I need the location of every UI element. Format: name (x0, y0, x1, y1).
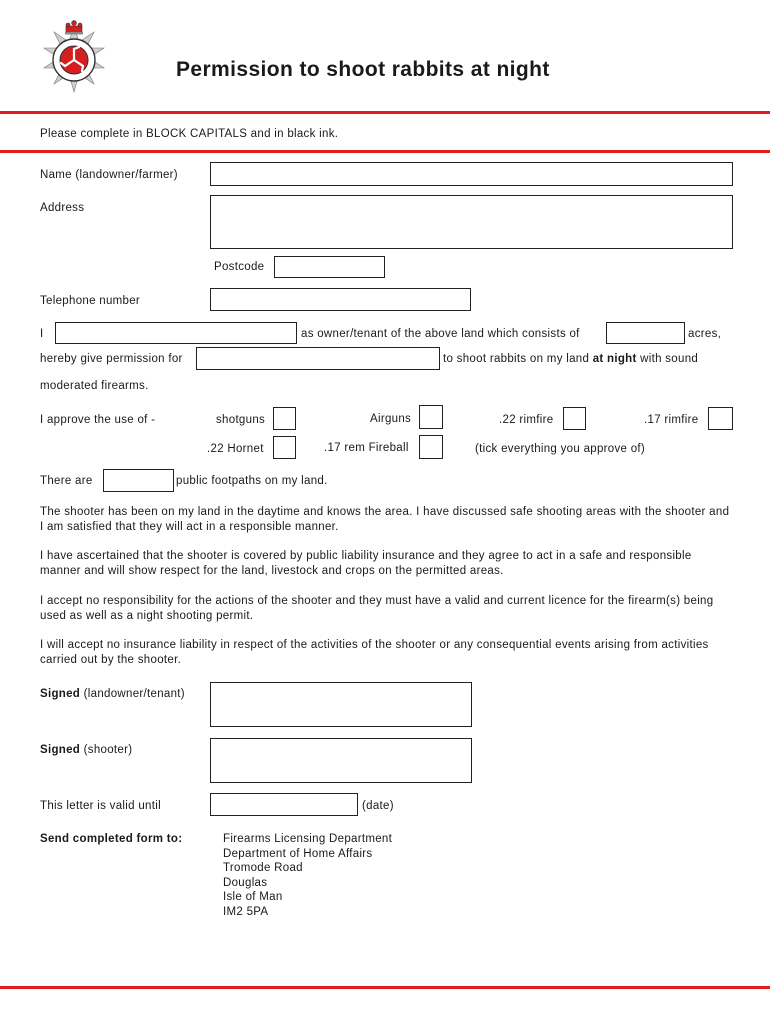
paragraph-responsibility: I accept no responsibility for the actions of the shooter and they must have a valid and current licence for the firearm(s) being used as well as a night shooting permit. (40, 595, 714, 622)
constabulary-crest-logo (34, 18, 114, 100)
landowner-signature-box[interactable] (210, 682, 472, 727)
shooter-name-input[interactable] (196, 347, 440, 370)
acres-label: acres, (688, 328, 722, 340)
paragraph-liability: I will accept no insurance liability in respect of the activities of the shooter or any consequential events arising from activities carried out by the shooter. (40, 639, 709, 666)
owner-name-input[interactable] (55, 322, 297, 344)
owner-text: as owner/tenant of the above land which consists of (301, 328, 580, 340)
there-are-label: There are (40, 475, 93, 487)
paragraph-knows-area: The shooter has been on my land in the daytime and knows the area. I have discussed safe shooting areas with the shooter and I am satisfied that they will act in a responsible manner. (40, 506, 730, 533)
signed-shooter-label (40, 743, 132, 757)
moderated-text: moderated firearms. (40, 380, 149, 392)
with-sound-text: with sound (640, 353, 699, 365)
rimfire-22-label: .22 rimfire (499, 414, 554, 426)
fireball-17-label: .17 rem Fireball (324, 442, 409, 454)
at-night-text: at night (592, 353, 637, 365)
shoot-text: to shoot rabbits on my land (443, 353, 590, 365)
rimfire-22-checkbox[interactable] (563, 407, 586, 430)
send-to-address (223, 832, 392, 920)
shooter-text: (shooter) (83, 744, 133, 756)
name-input[interactable] (210, 162, 733, 186)
hornet-22-label: .22 Hornet (207, 443, 264, 455)
divider-top (0, 111, 770, 114)
tick-note: (tick everything you approve of) (475, 443, 646, 455)
signed-bold-text: Signed (40, 744, 81, 756)
fireball-17-checkbox[interactable] (419, 435, 443, 459)
airguns-label: Airguns (370, 413, 412, 425)
name-label: Name (landowner/farmer) (40, 169, 178, 181)
address-line: Firearms Licensing Department (223, 833, 393, 845)
shotguns-checkbox[interactable] (273, 407, 296, 430)
footpaths-count-input[interactable] (103, 469, 174, 492)
address-line: Isle of Man (223, 891, 283, 904)
paragraph-insurance: I have ascertained that the shooter is covered by public liability insurance and they agree to act in a safe and responsible manner and will show respect for the land, livestock and crops on the permitted areas. (40, 550, 692, 577)
airguns-checkbox[interactable] (419, 405, 443, 429)
shoot-text-line (443, 352, 698, 366)
telephone-input[interactable] (210, 288, 471, 311)
address-line: Department of Home Affairs (223, 847, 373, 860)
divider-middle (0, 150, 770, 153)
valid-until-date-input[interactable] (210, 793, 358, 816)
postcode-label: Postcode (214, 261, 265, 273)
divider-bottom (0, 986, 770, 989)
signed-landowner-label (40, 687, 185, 701)
hereby-label: hereby give permission for (40, 353, 183, 365)
address-line: Tromode Road (223, 862, 303, 875)
public-footpaths-text: public footpaths on my land. (176, 475, 328, 487)
telephone-label: Telephone number (40, 295, 141, 307)
approve-label: I approve the use of - (40, 414, 156, 426)
hornet-22-checkbox[interactable] (273, 436, 296, 459)
rimfire-17-label: .17 rimfire (644, 414, 699, 426)
address-input[interactable] (210, 195, 733, 249)
i-label: I (40, 328, 44, 340)
postcode-input[interactable] (274, 256, 385, 278)
valid-until-label: This letter is valid until (40, 800, 161, 812)
shooter-signature-box[interactable] (210, 738, 472, 783)
rimfire-17-checkbox[interactable] (708, 407, 733, 430)
shotguns-label: shotguns (216, 414, 266, 426)
address-line: IM2 5PA (223, 905, 269, 918)
page-title: Permission to shoot rabbits at night (176, 58, 550, 81)
address-line: Douglas (223, 876, 268, 889)
send-to-label: Send completed form to: (40, 833, 183, 845)
acres-input[interactable] (606, 322, 685, 344)
date-label: (date) (362, 800, 394, 812)
landowner-tenant-text: (landowner/tenant) (83, 688, 185, 700)
instruction-text: Please complete in BLOCK CAPITALS and in black ink. (40, 128, 339, 140)
address-label: Address (40, 202, 85, 214)
signed-bold-text: Signed (40, 688, 81, 700)
